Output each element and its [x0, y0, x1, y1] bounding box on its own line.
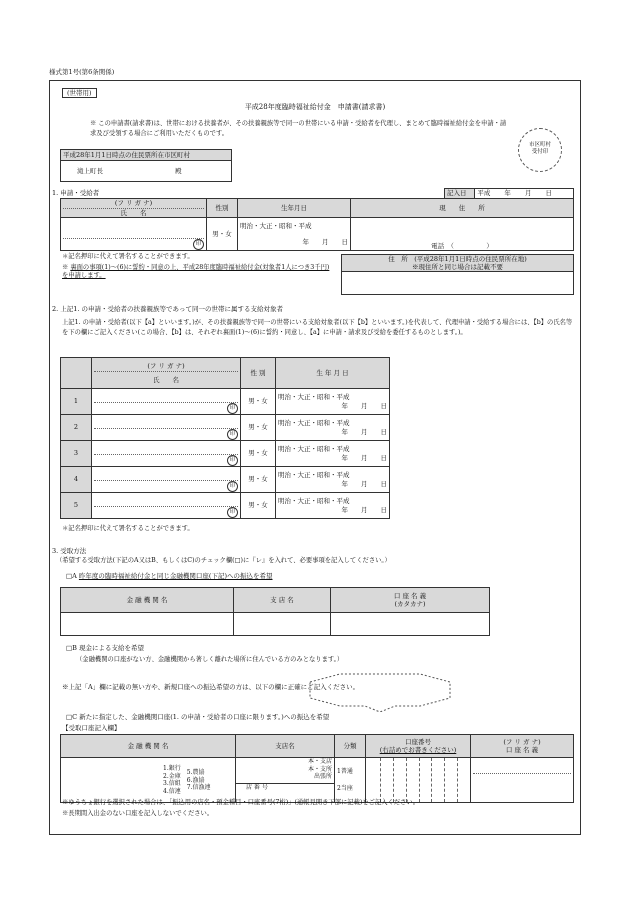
intro-text: ※ この申請書(請求書)は、世帯における扶養者が、その扶養親族等で同一の世帯にいる申請・受給者を代理し、まとめて臨時福祉給付金を申請・請求及び受領する場合にご利用いただくものです。 — [90, 120, 507, 137]
option-c-checkbox[interactable]: □C — [66, 713, 78, 721]
resident-address-field[interactable] — [342, 272, 574, 295]
a-holder-header: 口 座 名 義 (カタカナ) — [331, 588, 490, 613]
applicant-sex-field[interactable]: 男・女 — [207, 218, 238, 251]
a-branch-field[interactable] — [234, 613, 331, 636]
option-c-heading: 【受取口座記入欄】 — [62, 724, 121, 732]
dependents-table — [60, 357, 390, 519]
seal-mark: 印 — [193, 239, 204, 250]
dependent-row: 3 印 男・女 明治・大正・昭和・平成 年 月 日 — [61, 441, 390, 467]
applicant-name-header: (フ リ ガ ナ) 氏 名 — [61, 199, 207, 218]
applicant-birth-field[interactable]: 明治・大正・昭和・平成 年 月 日 — [238, 218, 351, 251]
reception-stamp: 市区町村 受付印 — [518, 128, 562, 172]
option-a-table — [60, 587, 490, 636]
household-tag: (世帯用) — [62, 88, 97, 98]
dashed-arrow — [300, 672, 460, 712]
c-number-field[interactable] — [366, 758, 471, 803]
resident-address-header: 住 所 (平成28年1月1日時点の住民票所在地) ※現住所と同じ場合は記載不要 — [342, 255, 574, 272]
c-branch-field[interactable]: 本・支店 本・支所 出張所 店 番 号 — [236, 758, 335, 803]
entry-date-field[interactable]: 平成 年 月 日 — [475, 189, 574, 199]
applicant-sign-note: ＊記名押印に代えて署名することができます。 — [62, 253, 194, 260]
bank-type-list-1: 1.銀行 2.金庫 3.信組 4.信連 — [163, 765, 181, 795]
dep-birth-header: 生 年 月 日 — [276, 358, 390, 389]
birth-header: 生年月日 — [238, 199, 351, 218]
c-bank-header: 金 融 機 関 名 — [61, 735, 236, 758]
section3-sub: （希望する受取方法(下記のA又はB、もしくはC)のチェック欄(□)に『レ』を入れて、必要事項を記入してください。） — [56, 557, 391, 564]
option-c-table — [60, 734, 574, 803]
dependent-row: 4 印 男・女 明治・大正・昭和・平成 年 月 日 — [61, 467, 390, 493]
option-b[interactable] — [66, 644, 144, 652]
page-title: 平成28年度臨時福祉給付金 申請書(請求書) — [244, 103, 386, 111]
option-b-label: 現金による支給を希望 — [79, 644, 144, 652]
applicant-table — [60, 198, 574, 251]
dep-sex-header: 性 別 — [241, 358, 276, 389]
sex-header: 性別 — [207, 199, 238, 218]
honorific: 殿 — [175, 166, 182, 175]
a-holder-field[interactable] — [331, 613, 490, 636]
applicant-consent: ※ 裏面の事項(1)～(6)に誓約・同意の上、平成28年度臨時福祉給付金(対象者1人につき3千円)を申請します。 — [62, 264, 330, 279]
c-bank-field[interactable] — [61, 758, 236, 803]
applicant-name-field[interactable] — [61, 218, 207, 251]
c-branch-header: 支店名 — [236, 735, 335, 758]
section1-title: 1. 申請・受給者 — [52, 189, 100, 197]
applicant-address-field[interactable]: 電話 （ ） — [351, 218, 574, 251]
option-a[interactable] — [66, 572, 273, 580]
section3-title: 3. 受取方法 — [52, 547, 87, 555]
c-kind-header: 分類 — [335, 735, 366, 758]
bank-type-list-2: 5.農協 6.漁協 7.信漁連 — [186, 769, 211, 791]
dependent-row: 2 印 男・女 明治・大正・昭和・平成 年 月 日 — [61, 415, 390, 441]
c-number-header: 口座番号 (右詰めでお書きください) — [366, 735, 471, 758]
a-bank-header: 金 融 機 関 名 — [61, 588, 234, 613]
dependents-sign-note: ＊記名押印に代えて署名することができます。 — [62, 525, 194, 532]
resident-address-table — [341, 254, 574, 295]
section2-body: 上記1. の申請・受給者(以下【a】といいます。)が、その扶養親族等で同一の世帯にいる支給対象者(以下【b】といいます。)を代表して、代理申請・受給する場合には、【b】の氏名等を下の欄にご記入ください(この場合、【b】は、それぞれ裏面(1)～(6)に誓約・同意し、【a】に申請・請求及び受給を委任するものとします。)。 — [62, 319, 573, 337]
dep-name-header: (フ リ ガ ナ) 氏 名 — [92, 358, 241, 389]
instruction-balloon: ※上記「A」欄に記載の無い方や、新規口座への振込希望の方は、以下の欄に正確にご記入ください。 — [62, 683, 360, 691]
dependent-row: 1 印 男・女 明治・大正・昭和・平成 年 月 日 — [61, 389, 390, 415]
a-branch-header: 支 店 名 — [234, 588, 331, 613]
option-b-note: （金融機関の口座がない方、金融機関から著しく離れた場所に住んでいる方のみとなります。） — [76, 656, 344, 663]
municipality-cell[interactable] — [61, 161, 232, 182]
option-b-checkbox[interactable]: □B — [66, 644, 77, 652]
option-a-checkbox[interactable]: □A — [66, 572, 77, 580]
option-c[interactable] — [66, 713, 329, 721]
mayor-name: 滝上町長 — [77, 166, 103, 175]
c-holder-field[interactable] — [471, 758, 574, 803]
section2-title: 2. 上記1. の申請・受給者の扶養親族等であって同一の世帯に属する支給対象者 — [52, 305, 283, 313]
c-kind-field[interactable]: 1普通 2当座 — [335, 758, 366, 803]
municipality-header: 平成28年1月1日時点の住民票所在市区町村 — [61, 150, 232, 161]
municipality-box — [60, 149, 232, 182]
option-a-label: 昨年度の臨時福祉給付金と同じ金融機関口座(下記)への振込を希望 — [78, 572, 273, 580]
dependent-row: 5 印 男・女 明治・大正・昭和・平成 年 月 日 — [61, 493, 390, 519]
address-header: 現 住 所 — [351, 199, 574, 218]
a-bank-field[interactable] — [61, 613, 234, 636]
footnote-yucho: ※ゆうちょ銀行を選択された場合は、「振込用の店名・預金種目・口座番号(7桁)」(通帳見開き下部に記載)をご記入ください。 — [62, 799, 420, 806]
footnote-dormant: ※長期間入出金のない口座を記入しないでください。 — [62, 810, 214, 817]
entry-date-label: 記入日 — [445, 189, 475, 199]
option-c-label: 新たに指定した、金融機関口座(1. の申請・受給者の口座に限ります。)への振込を希望 — [79, 713, 330, 721]
c-holder-header: (フ リ ガ ナ) 口 座 名 義 — [471, 735, 574, 758]
form-number: 様式第1号(第6条関係) — [49, 68, 115, 76]
